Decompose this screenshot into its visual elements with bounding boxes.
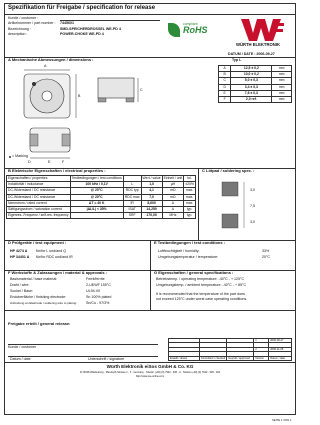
dim-label-f: F [62, 160, 65, 164]
section-d-title: D Prüfgeräte / test equipment : [8, 240, 67, 245]
dim-label-e: E [48, 160, 51, 164]
material-row-3-value: UL94-V0 [86, 289, 101, 293]
spec-line-4: not exceed 125°C under worst case operating conditions. [156, 297, 248, 301]
rohs-leaf-icon [168, 23, 180, 37]
pad-dim-top: 3,0 [250, 188, 255, 192]
revision-table [168, 338, 292, 361]
table-row: E 7,6 ± 0,3 mm [219, 90, 292, 96]
spec-line-2: Umgebungstemp. / ambient temperature: -40°C - + 85°C [156, 283, 247, 287]
we-brand-text: WÜRTH ELEKTRONIK [236, 42, 280, 47]
material-row-4-label: Endoberfläche / finishing electrode: [10, 295, 67, 299]
table-row: Induktivität / inductance 100 kHz / 0,1V L 1,0 µH ±20% [8, 182, 194, 187]
kunde-sign-label: Kunde / customer [8, 345, 37, 349]
material-row-5-label: Anbindung an Elektrode / soldering wire to plating: [10, 301, 77, 305]
side-view-drawing [92, 72, 142, 112]
section-e-divider [150, 240, 151, 270]
description-value: POWER-CHOKE WE-PD 4 [60, 32, 104, 36]
section-g-divider [150, 270, 151, 310]
equipment-2-desc: für/for RDC und/and IR [36, 255, 73, 259]
type-label: Typ L [232, 58, 242, 62]
freigabe-label: Freigabe erteilt / general release: [8, 321, 71, 326]
marking-dot-icon [9, 156, 11, 158]
table-row: 1 2006-09-27 [169, 339, 292, 343]
section-c-title: C Lötpad / soldering spec. : [202, 168, 255, 173]
humidity-value: 33% [262, 249, 270, 253]
dim-label-b: B [78, 94, 81, 98]
solder-pad-drawing [214, 178, 274, 238]
we-logo [234, 19, 292, 49]
table-row: DC-Widerstand / DC resistance @ 20°C RDC max 7,0 mΩ max. [7, 194, 196, 200]
table-row: Nennstrom / rated current ΔT = 40 K IR 8,600 A max. [7, 200, 196, 206]
table-row: B 10,0 ± 0,2 mm [219, 72, 292, 78]
table-header-row: Erstellt / drawn Kontrolliert / checked Geprüft / approved Version Datum / date [169, 356, 292, 360]
material-row-1-label: Basismaterial / base material: [10, 277, 58, 281]
company-line: Würth Elektronik eiSos GmbH & Co. KG [106, 364, 194, 369]
table-header-row: Eigenschaften / properties Testbedingungen / test conditions Wert / value Einheit / unit tol. [7, 176, 196, 182]
description-label: description : [8, 32, 28, 36]
marking-label: = Marking [12, 154, 28, 158]
rohs-logo [168, 22, 226, 38]
dimensions-table [218, 65, 292, 103]
spec-line-1: Betriebstemp. / operating temperature: -40°C - + 125°C [156, 277, 245, 281]
table-row: C 5,0 ± 0,3 mm [219, 78, 292, 84]
section-c-divider [198, 168, 199, 240]
material-row-1-value: Ferrit/ferrite [86, 277, 105, 281]
table-row: F 2,0 ref. mm [219, 96, 292, 102]
pad-dim-bottom: 3,0 [250, 220, 255, 224]
section-f-title: F Werkstoffe & Zulassungen / material & approvals : [8, 270, 108, 275]
address-line: D-74638 Waldenburg · Max-Eyth-Strasse 1 - 3 · Germany · Telefon (+49) (0) 7942 - 945 - 0 · Telefax (+49) (0) 7942 - 945 - 400 [79, 371, 221, 374]
section-g-title: G Eigenschaften / general specifications : [154, 270, 234, 275]
equipment-1-name: HP 4274 A [10, 249, 28, 253]
material-row-2-label: Draht / wire: [10, 283, 30, 287]
we-logo-icon [241, 19, 285, 41]
bottom-view-drawing [20, 124, 80, 164]
bezeichnung-label: Bezeichnung : [8, 27, 31, 31]
release-top [4, 310, 296, 311]
dim-label-c: C [140, 88, 143, 92]
top-view-drawing [12, 66, 82, 126]
section-e-title: E Testbedingungen / test conditions : [154, 240, 226, 245]
table-row: Eigenres.-Frequenz / self-res. frequency SRF 170,00 MHz typ. [7, 213, 196, 219]
signature-line [8, 356, 158, 357]
table-row: A 12,5 ± 0,2 mm [219, 66, 292, 72]
pad-dim-mid: 7,5 [250, 204, 255, 208]
temperature-value: 20°C [262, 255, 271, 259]
unterschrift-sign-label: Unterschrift / signature [88, 357, 125, 361]
dim-label-d: D [28, 160, 31, 164]
electrical-table [6, 175, 196, 219]
date-label: DATUM / DATE : 2006-09-27 [228, 52, 275, 56]
spec-line-3: It is recommended that the temperature of the part does [156, 292, 245, 296]
section-b-title: B Elektrische Eigenschaften / electrical properties : [8, 168, 106, 173]
doc-title: Spezifikation für Freigabe / specification for release [8, 5, 156, 11]
material-row-4-value: Sn 100% plated [86, 295, 112, 299]
humidity-label: Luftfeuchtigkeit / humidity: [158, 249, 200, 253]
kunde-label: Kunde / customer : [8, 16, 39, 20]
table-row: DC-Widerstand / DC resistance @ 20°C RDC typ 4,1 mΩ max. [7, 188, 196, 194]
bezeichnung-value: SMD-SPEICHERDROSSEL WE-PD 4 [60, 27, 121, 31]
web-line: http://www.we-online.com [135, 375, 165, 378]
dim-label-a: A [44, 64, 47, 68]
rohs-compliant-text: compliant [183, 22, 198, 26]
table-row: 2 2006-11-05 [169, 347, 292, 351]
temperature-label: Umgebungstemperatur / temperature: [158, 255, 219, 259]
table-row: Sättigungsstrom / saturation current |ΔL/L| < 35% ISAT 14,250 A typ. [7, 206, 196, 212]
material-row-2-value: 2-UEWF 155°C [86, 283, 111, 287]
datum-sign-label: Datum / date [10, 357, 31, 361]
equipment-1-desc: für/for L und/and Q [36, 249, 67, 253]
footer-top [4, 362, 296, 363]
table-row: D 3,4 ± 0,3 mm [219, 84, 292, 90]
kunde-line [60, 20, 160, 21]
header-divider [4, 14, 296, 15]
artikel-value: 7445601 [60, 21, 74, 25]
section-a-title: A Mechanische Abmessungen / dimensions : [8, 57, 94, 62]
material-row-5-value: Sn/Cu - 97/3% [86, 301, 110, 305]
artikel-label: Artikelnummer / part number : [8, 21, 56, 25]
rohs-text: RoHS [183, 25, 208, 35]
material-row-3-label: Sockel / Base: [10, 289, 33, 293]
page-label: SEITE 1 VON 1 [272, 418, 292, 422]
equipment-2-name: HP 34401 A [10, 255, 30, 259]
